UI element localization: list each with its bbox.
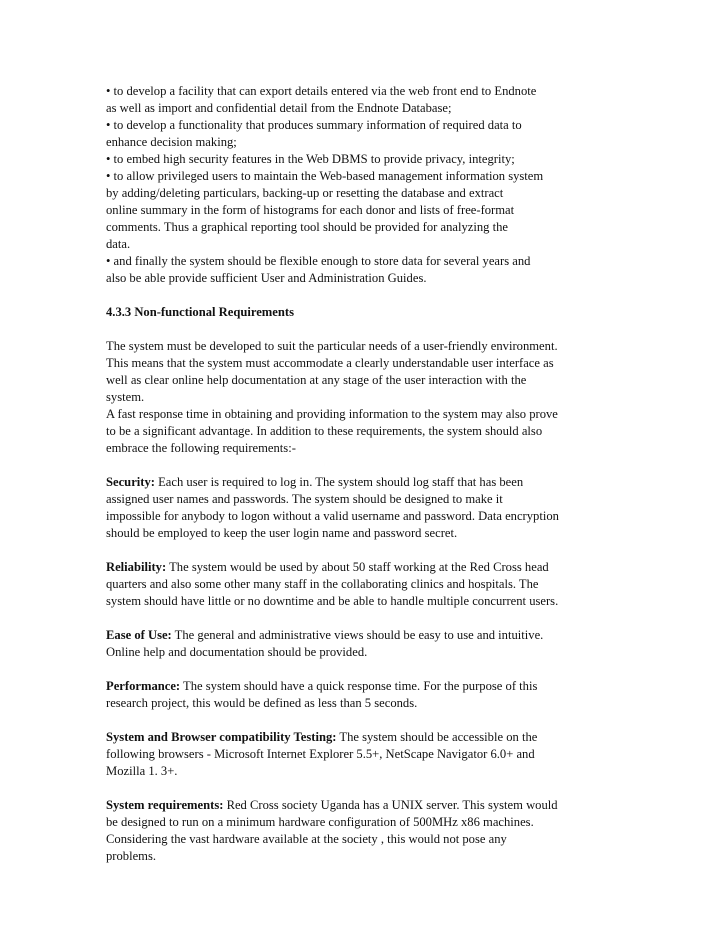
text-line: assigned user names and passwords. The system should be designed to make it	[106, 492, 503, 506]
text-line: system should have little or no downtime and be able to handle multiple concurrent users.	[106, 594, 559, 608]
spacer	[106, 661, 626, 678]
text-line: • to allow privileged users to maintain the Web-based management information system	[106, 169, 544, 183]
requirement-label: Performance:	[106, 679, 181, 693]
text-line	[106, 474, 626, 491]
text-line: be designed to run on a minimum hardware configuration of 500MHz x86 machines.	[106, 815, 534, 829]
requirement-text: The system should be accessible on the	[336, 730, 538, 744]
requirement-text: The system should have a quick response time. For the purpose of this	[180, 679, 538, 693]
text-line: Online help and documentation should be provided.	[106, 645, 368, 659]
text-line: • to develop a facility that can export details entered via the web front end to Endnote	[106, 84, 537, 98]
spacer	[106, 780, 626, 797]
requirement-label: System and Browser compatibility Testing:	[106, 730, 337, 744]
text-line: problems.	[106, 849, 157, 863]
text-line: embrace the following requirements:-	[106, 441, 296, 455]
text-line: data.	[106, 237, 131, 251]
text-line: impossible for anybody to logon without a valid username and password. Data encryption	[106, 509, 559, 523]
text-line: Considering the vast hardware available at the society , this would not pose any	[106, 832, 507, 846]
text-line: • and finally the system should be flexible enough to store data for several years and	[106, 254, 531, 268]
text-line: comments. Thus a graphical reporting tool should be provided for analyzing the	[106, 220, 508, 234]
requirement-label: Reliability:	[106, 560, 167, 574]
text-line: to be a significant advantage. In addition to these requirements, the system should also	[106, 424, 543, 438]
requirement-label: Security:	[106, 475, 155, 489]
text-line: online summary in the form of histograms for each donor and lists of free-format	[106, 203, 515, 217]
text-line: by adding/deleting particulars, backing-up or resetting the database and extract	[106, 186, 504, 200]
text-line: well as clear online help documentation at any stage of the user interaction with the	[106, 373, 527, 387]
bullet-list	[106, 83, 626, 287]
text-line: The system must be developed to suit the particular needs of a user-friendly environment.	[106, 339, 558, 353]
text-line: system.	[106, 390, 145, 404]
text-line: • to develop a functionality that produces summary information of required data to	[106, 118, 522, 132]
section-heading: 4.3.3 Non-functional Requirements	[106, 305, 294, 319]
text-line	[106, 627, 626, 644]
requirement-label: Ease of Use:	[106, 628, 172, 642]
spacer	[106, 287, 626, 304]
text-line: should be employed to keep the user login name and password secret.	[106, 526, 458, 540]
requirement-text: The general and administrative views should be easy to use and intuitive.	[171, 628, 544, 642]
text-line	[106, 678, 626, 695]
requirement-browser-compatibility	[106, 729, 626, 780]
text-line	[106, 729, 626, 746]
requirement-ease-of-use	[106, 627, 626, 661]
spacer	[106, 712, 626, 729]
requirement-text: Each user is required to log in. The system should log staff that has been	[154, 475, 524, 489]
spacer	[106, 542, 626, 559]
document-page	[106, 83, 626, 865]
requirement-security	[106, 474, 626, 542]
spacer	[106, 321, 626, 338]
requirement-label: System requirements:	[106, 798, 224, 812]
spacer	[106, 610, 626, 627]
spacer	[106, 457, 626, 474]
text-line: quarters and also some other many staff in the collaborating clinics and hospitals. The	[106, 577, 539, 591]
requirement-system	[106, 797, 626, 865]
text-line: This means that the system must accommodate a clearly understandable user interface as	[106, 356, 554, 370]
text-line: Mozilla 1. 3+.	[106, 764, 178, 778]
text-line: enhance decision making;	[106, 135, 237, 149]
text-line	[106, 797, 626, 814]
text-line: research project, this would be defined as less than 5 seconds.	[106, 696, 418, 710]
text-line	[106, 559, 626, 576]
requirement-text: The system would be used by about 50 staff working at the Red Cross head	[166, 560, 549, 574]
text-line: following browsers - Microsoft Internet Explorer 5.5+, NetScape Navigator 6.0+ and	[106, 747, 535, 761]
requirement-reliability	[106, 559, 626, 610]
requirement-performance	[106, 678, 626, 712]
requirement-text: Red Cross society Uganda has a UNIX server. This system would	[223, 798, 558, 812]
intro-paragraph	[106, 338, 626, 457]
text-line: also be able provide sufficient User and Administration Guides.	[106, 271, 427, 285]
text-line: A fast response time in obtaining and providing information to the system may also prove	[106, 407, 558, 421]
text-line: • to embed high security features in the Web DBMS to provide privacy, integrity;	[106, 152, 515, 166]
text-line: as well as import and confidential detail from the Endnote Database;	[106, 101, 452, 115]
